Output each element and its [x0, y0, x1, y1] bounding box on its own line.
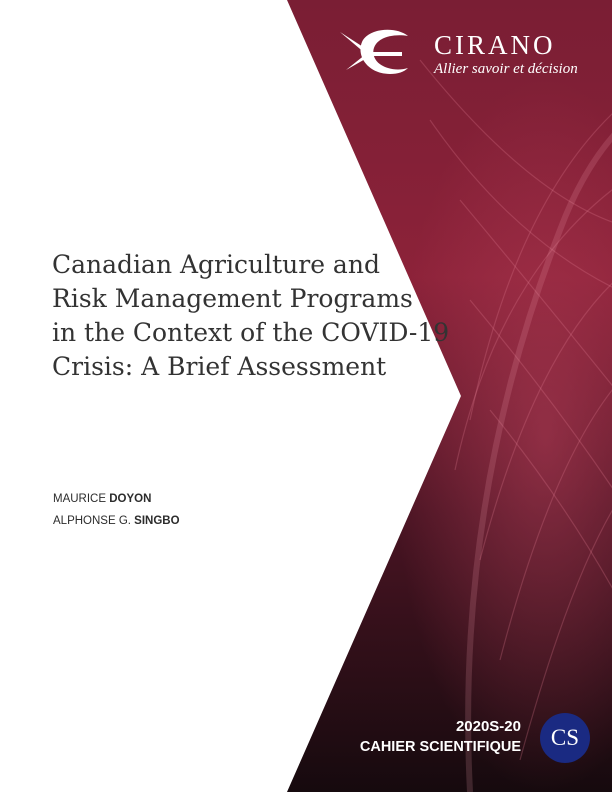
author-surname: DOYON — [109, 493, 152, 505]
cs-badge: CS — [540, 713, 590, 763]
document-title — [52, 248, 452, 384]
title-line: Canadian Agriculture and — [52, 250, 380, 279]
logo-wordmark: CIRANO — [434, 30, 556, 60]
cirano-logo — [338, 28, 598, 84]
author-surname: SINGBO — [134, 515, 180, 527]
author-given-name: ALPHONSE G. — [53, 515, 131, 527]
author-entry — [53, 488, 180, 510]
author-list — [53, 488, 180, 532]
cirano-logo-mark — [338, 28, 414, 80]
logo-tagline: Allier savoir et décision — [434, 61, 578, 77]
author-entry — [53, 510, 180, 532]
title-line: Risk Management Programs — [52, 284, 413, 313]
title-line: Crisis: A Brief Assessment — [52, 352, 387, 381]
title-line: in the Context of the COVID-19 — [52, 318, 450, 347]
series-name: CAHIER SCIENTIFIQUE — [359, 739, 521, 755]
author-given-name: MAURICE — [53, 493, 107, 505]
series-number: 2020S-20 — [455, 718, 521, 735]
series-info — [360, 717, 521, 757]
